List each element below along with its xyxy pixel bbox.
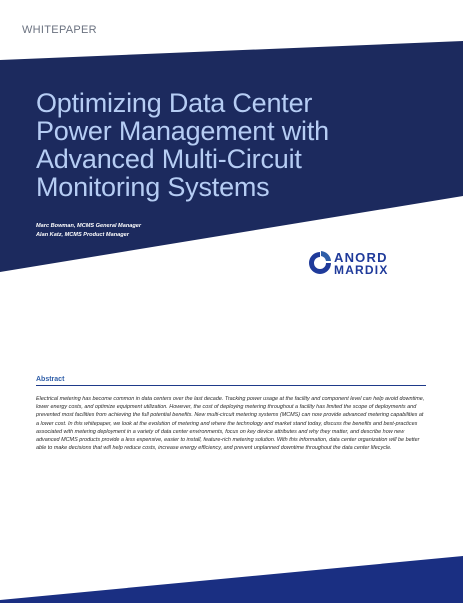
company-logo bbox=[308, 250, 426, 278]
logo-wordmark-top: ANORD bbox=[334, 250, 388, 265]
author-line: Alan Katz, MCMS Product Manager bbox=[36, 231, 129, 238]
document-title bbox=[36, 89, 436, 201]
document-type-label: WHITEPAPER bbox=[22, 24, 97, 36]
logo-wordmark-bottom: MARDIX bbox=[334, 263, 389, 277]
title-line: Monitoring Systems bbox=[36, 172, 270, 202]
author-line: Marc Bowman, MCMS General Manager bbox=[36, 223, 142, 229]
abstract-text: Electrical metering has become common in data centers over the last decade. Tracking power usage at the facility and component level can help avoid downtime, lower energy costs, and optimize equipment utilization. However, the cost of deploying metering throughout a facility has limited the scope of deployments and prevented most facilities from achieving the full potential benefits. New multi-circuit metering systems (MCMS) can now provide advanced metering capabilities at a lower cost. In this whitepaper, we look at the evolution of metering and where the technology and market stand today, discuss the benefits and best-practices associated with metering deployment in a variety of data center environments, focus on key device attributes and why they matter, and describe how new advanced MCMS products provide a less expensive, easier to install, feature-rich metering solution. With this information, data center organization will be better able to make decisions that will help reduce costs, increase energy efficiency, and prevent unplanned downtime throughout the data center lifecycle. bbox=[36, 396, 425, 452]
author-list bbox=[36, 222, 141, 239]
title-line: Power Management with bbox=[36, 116, 329, 146]
abstract-heading: Abstract bbox=[36, 376, 426, 386]
anord-mardix-logo-icon bbox=[308, 250, 332, 276]
title-line: Optimizing Data Center bbox=[36, 88, 313, 118]
title-line: Advanced Multi-Circuit bbox=[36, 144, 302, 174]
abstract-section bbox=[36, 376, 426, 452]
